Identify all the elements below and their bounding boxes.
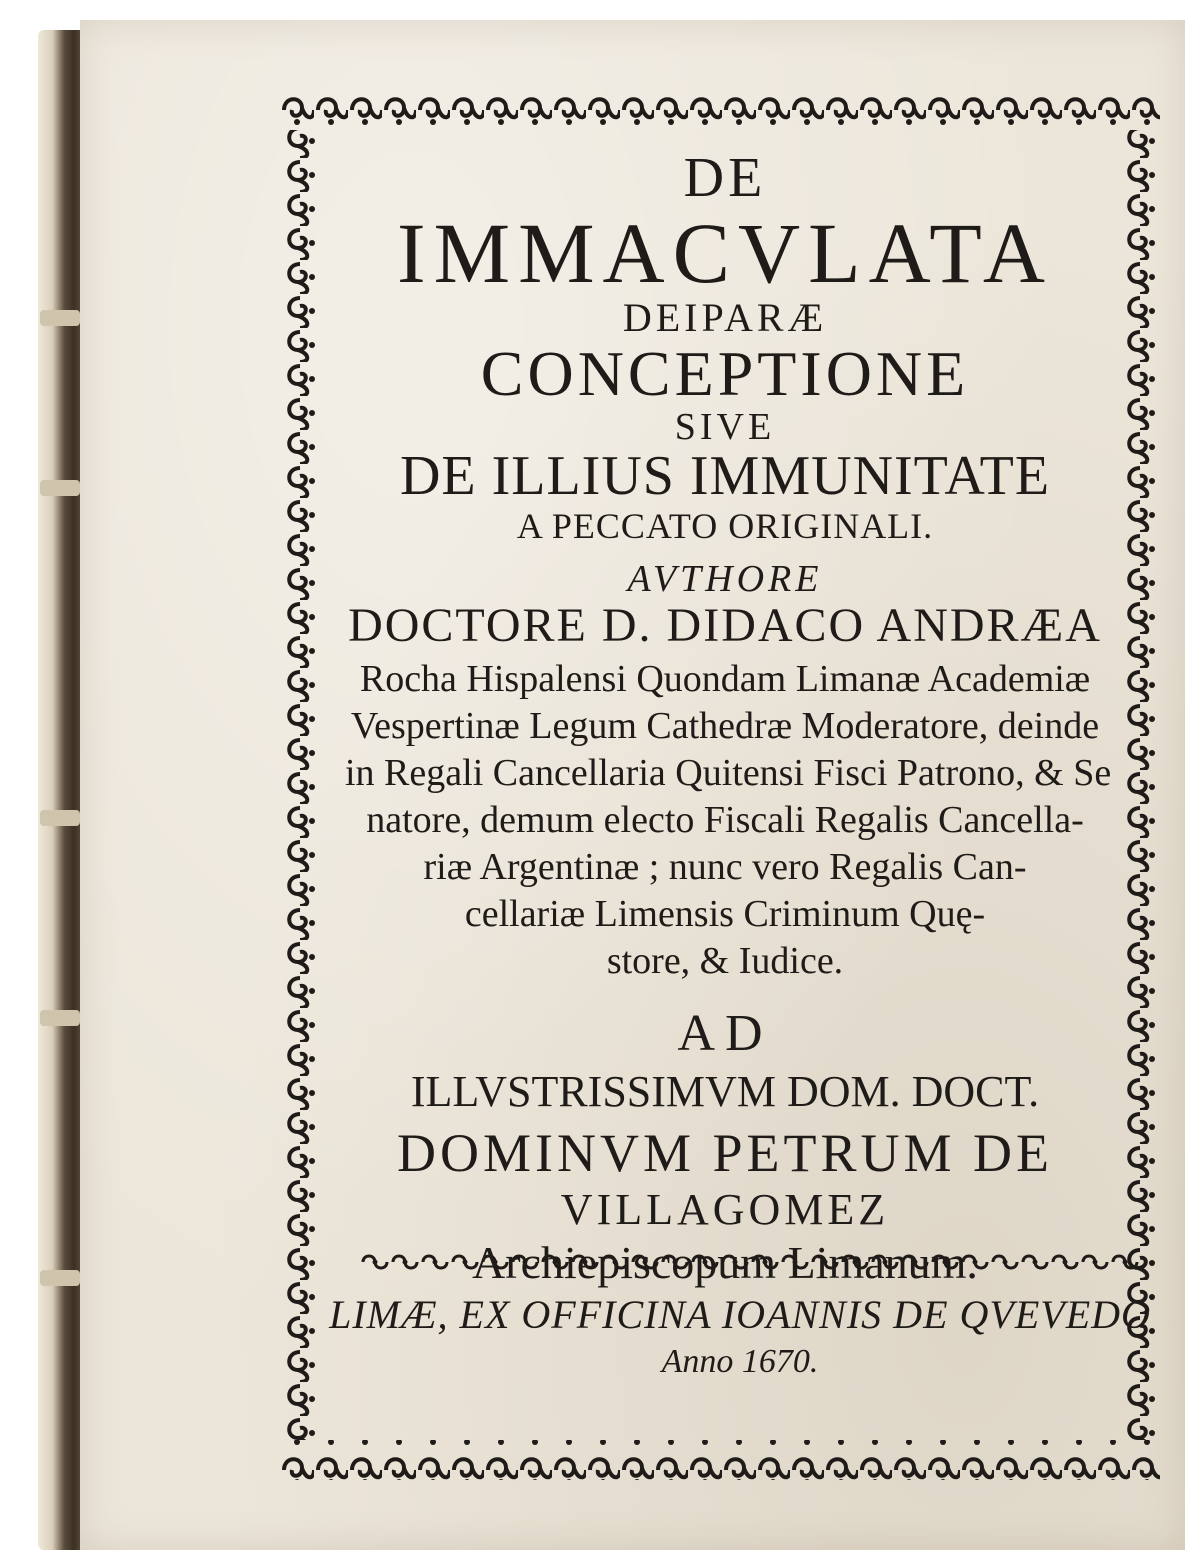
title-de-illius-immunitate: DE ILLIUS IMMUNITATE <box>399 445 1051 507</box>
divider-svg <box>360 1250 1140 1274</box>
imprint-year: Anno 1670. <box>661 1343 819 1380</box>
dedication-illustrissimum: ILLVSTRISSIMVM DOM. DOCT. <box>410 1067 1040 1116</box>
book-spine <box>38 30 86 1550</box>
binding-stitch <box>40 1010 80 1026</box>
title-sive: SIVE <box>674 406 776 448</box>
author-description-line: in Regali Cancellaria Quitensi Fisci Patrono, & Se <box>345 752 1112 794</box>
author-name: DOCTORE D. DIDACO ANDRÆA <box>348 599 1102 652</box>
author-label: AVTHORE <box>627 558 823 600</box>
ornament-divider <box>360 1250 1140 1274</box>
author-description-line: natore, demum electo Fiscali Regalis Cancella- <box>366 799 1084 841</box>
binding-stitch <box>40 310 80 326</box>
dedication-dominum-petrum: DOMINVM PETRUM DE <box>396 1123 1053 1183</box>
binding-stitch <box>40 480 80 496</box>
imprint-line: LIMÆ, EX OFFICINA IOANNIS DE QVEVEDO <box>329 1292 1151 1337</box>
binding-stitch <box>40 1270 80 1286</box>
author-description-line: riæ Argentinæ ; nunc vero Regalis Can- <box>423 846 1027 888</box>
title-immaculata: IMMACVLATA <box>396 205 1053 301</box>
title-a-peccato-originali: A PECCATO ORIGINALI. <box>516 506 934 546</box>
title-page <box>80 20 1185 1550</box>
dedication-villagomez: VILLAGOMEZ <box>560 1185 890 1234</box>
title-conceptione: CONCEPTIONE <box>480 338 970 409</box>
author-description-line: cellariæ Limensis Criminum Quę- <box>464 893 986 935</box>
author-description-line: store, & Iudice. <box>606 940 844 982</box>
author-description-line: Vespertinæ Legum Cathedræ Moderatore, deinde <box>350 705 1100 747</box>
dedication-ad: AD <box>677 1005 773 1062</box>
title-de: DE <box>683 147 767 209</box>
author-description-line: Rocha Hispalensi Quondam Limanæ Academiæ <box>359 658 1091 700</box>
title-text-block <box>345 140 1112 1370</box>
title-deiparae: DEIPARÆ <box>622 295 828 340</box>
binding-stitch <box>40 810 80 826</box>
